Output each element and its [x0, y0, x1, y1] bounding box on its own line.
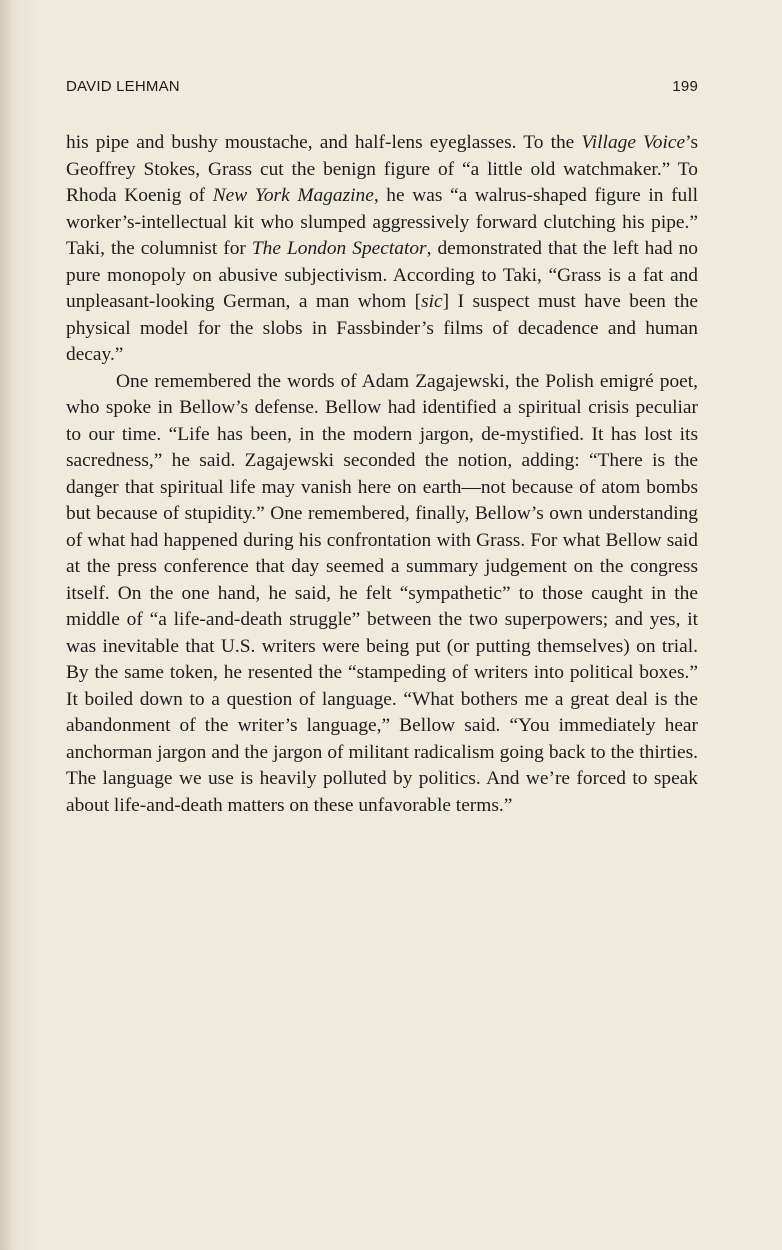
running-head: DAVID LEHMAN — [66, 78, 180, 95]
italic-sic: sic — [421, 291, 443, 312]
text-run: One remembered the words of Adam Zagajewski, the Polish emigré poet, who spoke in Bellow’s defense. Bellow had identified a spiritual crisis peculiar to our time. “Life has been, in the modern jargon, de-mystified. It has lost its sacredness,” he said. Zagajewski seconded the notion, adding: “There is the danger that spiritual life may vanish here on earth—not because of atom bombs but because of stupidity.” One remembered, finally, Bellow’s own understanding of what had happened during his confrontation with Grass. For what Bellow said at the press conference that day seemed a summary judgement on the congress itself. On the one hand, he said, he felt “sympathetic” to those caught in the middle of “a life-and-death struggle” between the two superpowers; and yes, it was inevitable that U.S. writers were being put (or putting themselves) on trial. By the same token, he resented the “stampeding of writers into political boxes.” It boiled down to a question of language. “What bothers me a great deal is the abandonment of the writer’s language,” Bellow said. “You immediately hear anchorman jargon and the jargon of militant radicalism going back to the thirties. The language we use is heavily polluted by politics. And we’re forced to speak about life-and-death matters on these unfavorable terms.” — [66, 370, 698, 816]
text-run: ’s Geoffrey Stokes, Grass cut the benign figure of “a little old watchmaker.” To Rhoda Koenig of — [66, 132, 698, 206]
paragraph-1 — [66, 130, 698, 369]
italic-title: The London Spectator — [251, 238, 427, 259]
italic-title: Village Voice — [581, 132, 686, 153]
text-run: , demonstrated that the left had no pure monopoly on abusive subjectivism. According to Taki, “Grass is a fat and unpleasant-looking German, a man whom [ — [66, 238, 699, 312]
text-run: , he was “a walrus-shaped figure in full worker’s-intellectual kit who slumped aggressively forward clutching his pipe.” Taki, the columnist for — [66, 185, 699, 259]
paragraph-2 — [66, 369, 698, 820]
text-run: ] I suspect must have been the physical model for the slobs in Fassbinder’s films of decadence and human decay.” — [66, 291, 698, 365]
text-run: his pipe and bushy moustache, and half-lens eyeglasses. To the — [66, 132, 582, 153]
page-number: 199 — [672, 78, 698, 95]
page-header — [66, 78, 698, 100]
body-text — [66, 130, 698, 819]
italic-title: New York Magazine — [212, 185, 374, 206]
